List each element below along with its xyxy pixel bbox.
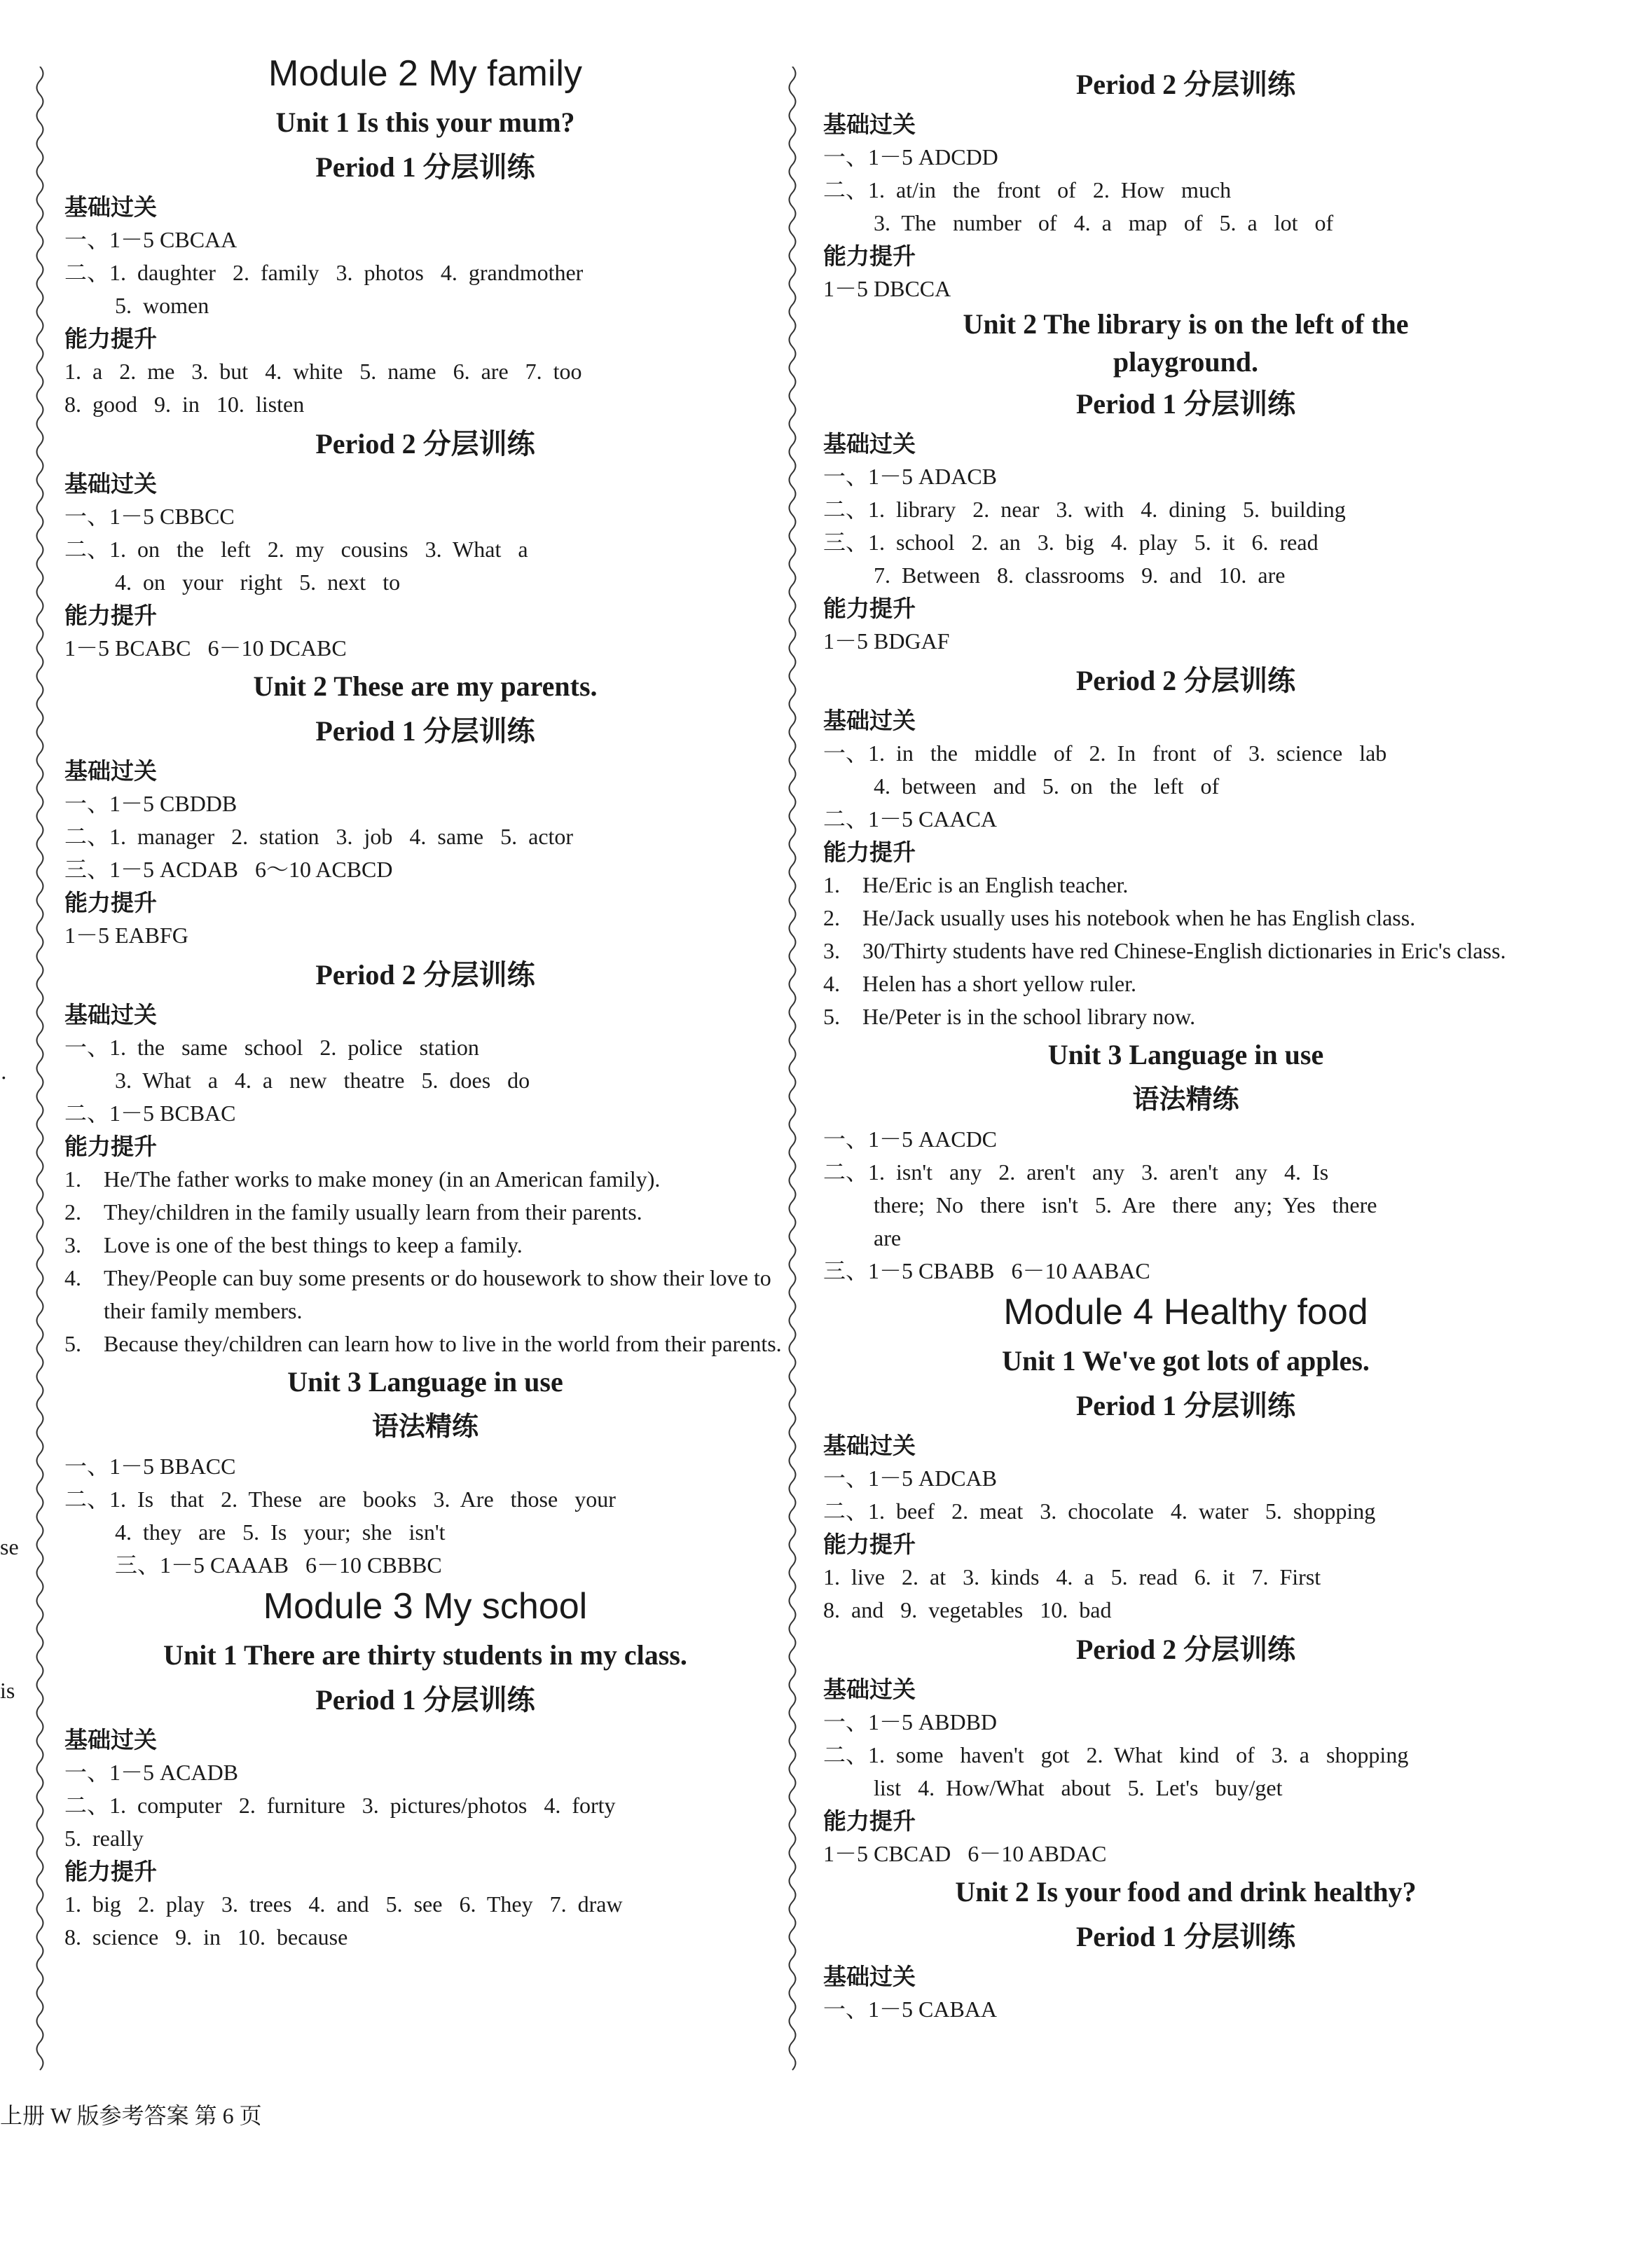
module-title: Module 2 My family xyxy=(268,53,582,94)
answer-line: 8. and 9. vegetables 10. bad xyxy=(823,1597,1112,1622)
section-header: 基础过关 xyxy=(823,708,916,733)
period-title: Period 2 分层训练 xyxy=(315,428,535,460)
unit-title: Unit 3 Language in use xyxy=(1047,1039,1324,1070)
edge-fragment: is xyxy=(0,1678,15,1703)
answer-line: 一、1－5 ACADB xyxy=(64,1760,239,1785)
sentence-answer xyxy=(64,1163,786,1196)
page-footer: 上册 W 版参考答案 第 6 页 xyxy=(0,2103,262,2128)
answer-line: there; No there isn't 5. Are there any; Yes there xyxy=(874,1192,1377,1218)
answer-line: 一、1. the same school 2. police station xyxy=(64,1035,479,1060)
item-text: He/Jack usually uses his notebook when he has English class. xyxy=(862,905,1416,930)
unit-title: Unit 1 Is this your mum? xyxy=(275,106,575,138)
answer-line: 8. science 9. in 10. because xyxy=(64,1924,348,1950)
answer-line: 3. The number of 4. a map of 5. a lot of xyxy=(874,210,1334,235)
answer-line: 一、1－5 CBBCC xyxy=(64,504,235,529)
answer-line: 7. Between 8. classrooms 9. and 10. are xyxy=(874,563,1286,588)
answer-line: list 4. How/What about 5. Let's buy/get xyxy=(874,1775,1283,1800)
section-header: 基础过关 xyxy=(64,1002,157,1028)
answer-line: 1－5 EABFG xyxy=(64,923,188,948)
answer-line: 二、1. manager 2. station 3. job 4. same 5. actor xyxy=(64,824,574,849)
section-header: 能力提升 xyxy=(823,243,916,269)
unit-title-continued: playground. xyxy=(1113,346,1259,378)
section-header: 能力提升 xyxy=(823,595,916,621)
sentence-answer xyxy=(823,902,1548,935)
period-title: Period 1 分层训练 xyxy=(1075,388,1296,420)
answer-line: 1. a 2. me 3. but 4. white 5. name 6. are 7. too xyxy=(64,359,582,384)
unit-title: Unit 1 We've got lots of apples. xyxy=(1002,1345,1370,1377)
sentence-answer xyxy=(823,869,1548,902)
section-header: 基础过关 xyxy=(823,111,916,137)
answer-line: 1－5 CBCAD 6－10 ABDAC xyxy=(823,1841,1107,1866)
period-title: Period 1 分层训练 xyxy=(1075,1390,1296,1421)
unit-title: Unit 1 There are thirty students in my class. xyxy=(163,1639,687,1671)
wavy-divider-middle xyxy=(785,67,800,2077)
period-title: Period 2 分层训练 xyxy=(1075,1634,1296,1665)
answer-line: 一、1－5 ADCAB xyxy=(823,1466,998,1491)
answer-line: 1－5 BDGAF xyxy=(823,628,950,654)
answer-line: 三、1－5 ACDAB 6～10 ACBCD xyxy=(64,857,393,882)
answer-line: 二、1－5 CAACA xyxy=(823,806,998,832)
section-header: 基础过关 xyxy=(823,1433,916,1459)
answer-line: 二、1. at/in the front of 2. How much xyxy=(823,177,1232,202)
edge-fragment: · xyxy=(0,1065,8,1090)
section-header: 基础过关 xyxy=(823,431,916,457)
period-title: Period 1 分层训练 xyxy=(315,151,535,183)
unit-title: Unit 2 Is your food and drink healthy? xyxy=(955,1876,1417,1908)
item-number: 1. xyxy=(64,1166,81,1192)
item-text: He/Peter is in the school library now. xyxy=(862,1004,1196,1029)
answer-line: 二、1. isn't any 2. aren't any 3. aren't any 4. Is xyxy=(823,1159,1329,1185)
answer-line: 一、1－5 CBCAA xyxy=(64,227,238,252)
period-title: Period 2 分层训练 xyxy=(1075,69,1296,100)
period-title: Period 1 分层训练 xyxy=(315,1684,535,1716)
sentence-answer xyxy=(823,1000,1548,1033)
section-header: 能力提升 xyxy=(64,326,157,352)
answer-line: 一、1－5 AACDC xyxy=(823,1126,998,1152)
answer-line: 5. women xyxy=(115,293,209,318)
period-title: Period 2 分层训练 xyxy=(1075,665,1296,696)
sentence-answer xyxy=(64,1196,786,1229)
answer-line: 8. good 9. in 10. listen xyxy=(64,392,305,417)
item-number: 3. xyxy=(823,938,840,963)
answer-line: 三、1. school 2. an 3. big 4. play 5. it 6. read xyxy=(823,530,1319,555)
item-number: 2. xyxy=(823,905,840,930)
answer-line: 4. on your right 5. next to xyxy=(115,570,401,595)
section-header: 基础过关 xyxy=(64,194,157,220)
period-title: Period 1 分层训练 xyxy=(315,715,535,747)
section-header: 基础过关 xyxy=(823,1964,916,1990)
section-header: 基础过关 xyxy=(64,1727,157,1753)
answer-line: 一、1－5 CBDDB xyxy=(64,791,238,816)
answer-line: 二、1. library 2. near 3. with 4. dining 5. building xyxy=(823,497,1346,522)
section-header: 能力提升 xyxy=(823,839,916,865)
sentence-answer xyxy=(64,1262,786,1328)
answer-line: 一、1. in the middle of 2. In front of 3. science lab xyxy=(823,740,1387,766)
item-text: He/Eric is an English teacher. xyxy=(862,872,1129,897)
answer-line: 3. What a 4. a new theatre 5. does do xyxy=(115,1068,530,1093)
answer-line: 二、1. some haven't got 2. What kind of 3. a shopping xyxy=(823,1742,1409,1767)
answer-line: 一、1－5 CABAA xyxy=(823,1997,998,2022)
item-number: 4. xyxy=(823,971,840,996)
section-header: 能力提升 xyxy=(823,1531,916,1557)
left-column xyxy=(64,49,786,1954)
answer-line: 二、1. daughter 2. family 3. photos 4. grandmother xyxy=(64,260,584,285)
answer-line: 1－5 BCABC 6－10 DCABC xyxy=(64,635,347,661)
item-number: 5. xyxy=(64,1331,81,1356)
answer-line: 二、1. computer 2. furniture 3. pictures/photos 4. forty xyxy=(64,1793,616,1818)
answer-line: 二、1. Is that 2. These are books 3. Are those your xyxy=(64,1487,616,1512)
answer-line: are xyxy=(874,1225,902,1250)
section-header: 基础过关 xyxy=(64,758,157,784)
item-text: He/The father works to make money (in an American family). xyxy=(104,1166,661,1192)
item-number: 3. xyxy=(64,1232,81,1257)
section-header: 能力提升 xyxy=(64,890,157,916)
item-text: Love is one of the best things to keep a family. xyxy=(104,1232,523,1257)
section-header: 能力提升 xyxy=(823,1808,916,1834)
sentence-answer xyxy=(823,967,1548,1000)
item-text: 30/Thirty students have red Chinese-English dictionaries in Eric's class. xyxy=(862,938,1506,963)
item-text: Because they/children can learn how to live in the world from their parents. xyxy=(104,1331,782,1356)
item-number: 5. xyxy=(823,1004,840,1029)
answer-line: 二、1. on the left 2. my cousins 3. What a xyxy=(64,537,528,562)
grammar-title: 语法精练 xyxy=(1132,1085,1239,1115)
item-text: They/People can buy some presents or do housework to show their love to their family members. xyxy=(104,1265,771,1323)
item-number: 1. xyxy=(823,872,840,897)
sentence-answer xyxy=(64,1328,786,1360)
section-header: 能力提升 xyxy=(64,602,157,628)
sentence-answer xyxy=(823,935,1548,967)
sentence-answer xyxy=(64,1229,786,1262)
module-title: Module 4 Healthy food xyxy=(1003,1292,1368,1332)
section-header: 基础过关 xyxy=(823,1676,916,1702)
answer-line: 5. really xyxy=(64,1826,144,1851)
item-text: Helen has a short yellow ruler. xyxy=(862,971,1136,996)
unit-title: Unit 3 Language in use xyxy=(287,1366,563,1398)
wavy-divider-left xyxy=(32,67,48,2077)
period-title: Period 2 分层训练 xyxy=(315,959,535,991)
unit-title: Unit 2 These are my parents. xyxy=(253,670,598,702)
module-title: Module 3 My school xyxy=(263,1586,588,1627)
answer-line: 1. live 2. at 3. kinds 4. a 5. read 6. it 7. First xyxy=(823,1564,1321,1590)
answer-line: 一、1－5 ADACB xyxy=(823,464,998,489)
answer-line: 一、1－5 ABDBD xyxy=(823,1709,998,1735)
section-header: 基础过关 xyxy=(64,471,157,497)
edge-fragment: se xyxy=(0,1534,19,1559)
answer-line: 4. they are 5. Is your; she isn't xyxy=(115,1519,446,1545)
item-text: They/children in the family usually learn from their parents. xyxy=(104,1199,642,1225)
right-column xyxy=(823,62,1548,2026)
section-header: 能力提升 xyxy=(64,1133,157,1159)
period-title: Period 1 分层训练 xyxy=(1075,1921,1296,1952)
answer-line: 1. big 2. play 3. trees 4. and 5. see 6. They 7. draw xyxy=(64,1891,623,1917)
grammar-title: 语法精练 xyxy=(371,1412,479,1442)
answer-line: 三、1－5 CBABB 6－10 AABAC xyxy=(823,1258,1150,1283)
unit-title: Unit 2 The library is on the left of the xyxy=(963,308,1409,340)
answer-line: 一、1－5 ADCDD xyxy=(823,144,998,170)
item-number: 2. xyxy=(64,1199,81,1225)
section-header: 能力提升 xyxy=(64,1859,157,1884)
answer-line: 二、1. beef 2. meat 3. chocolate 4. water 5. shopping xyxy=(823,1498,1376,1524)
answer-line: 一、1－5 BBACC xyxy=(64,1454,236,1479)
answer-line: 二、1－5 BCBAC xyxy=(64,1101,236,1126)
answer-line: 三、1－5 CAAAB 6－10 CBBBC xyxy=(115,1552,442,1578)
item-number: 4. xyxy=(64,1265,81,1290)
answer-line: 1－5 DBCCA xyxy=(823,276,951,301)
answer-line: 4. between and 5. on the left of xyxy=(874,773,1220,799)
